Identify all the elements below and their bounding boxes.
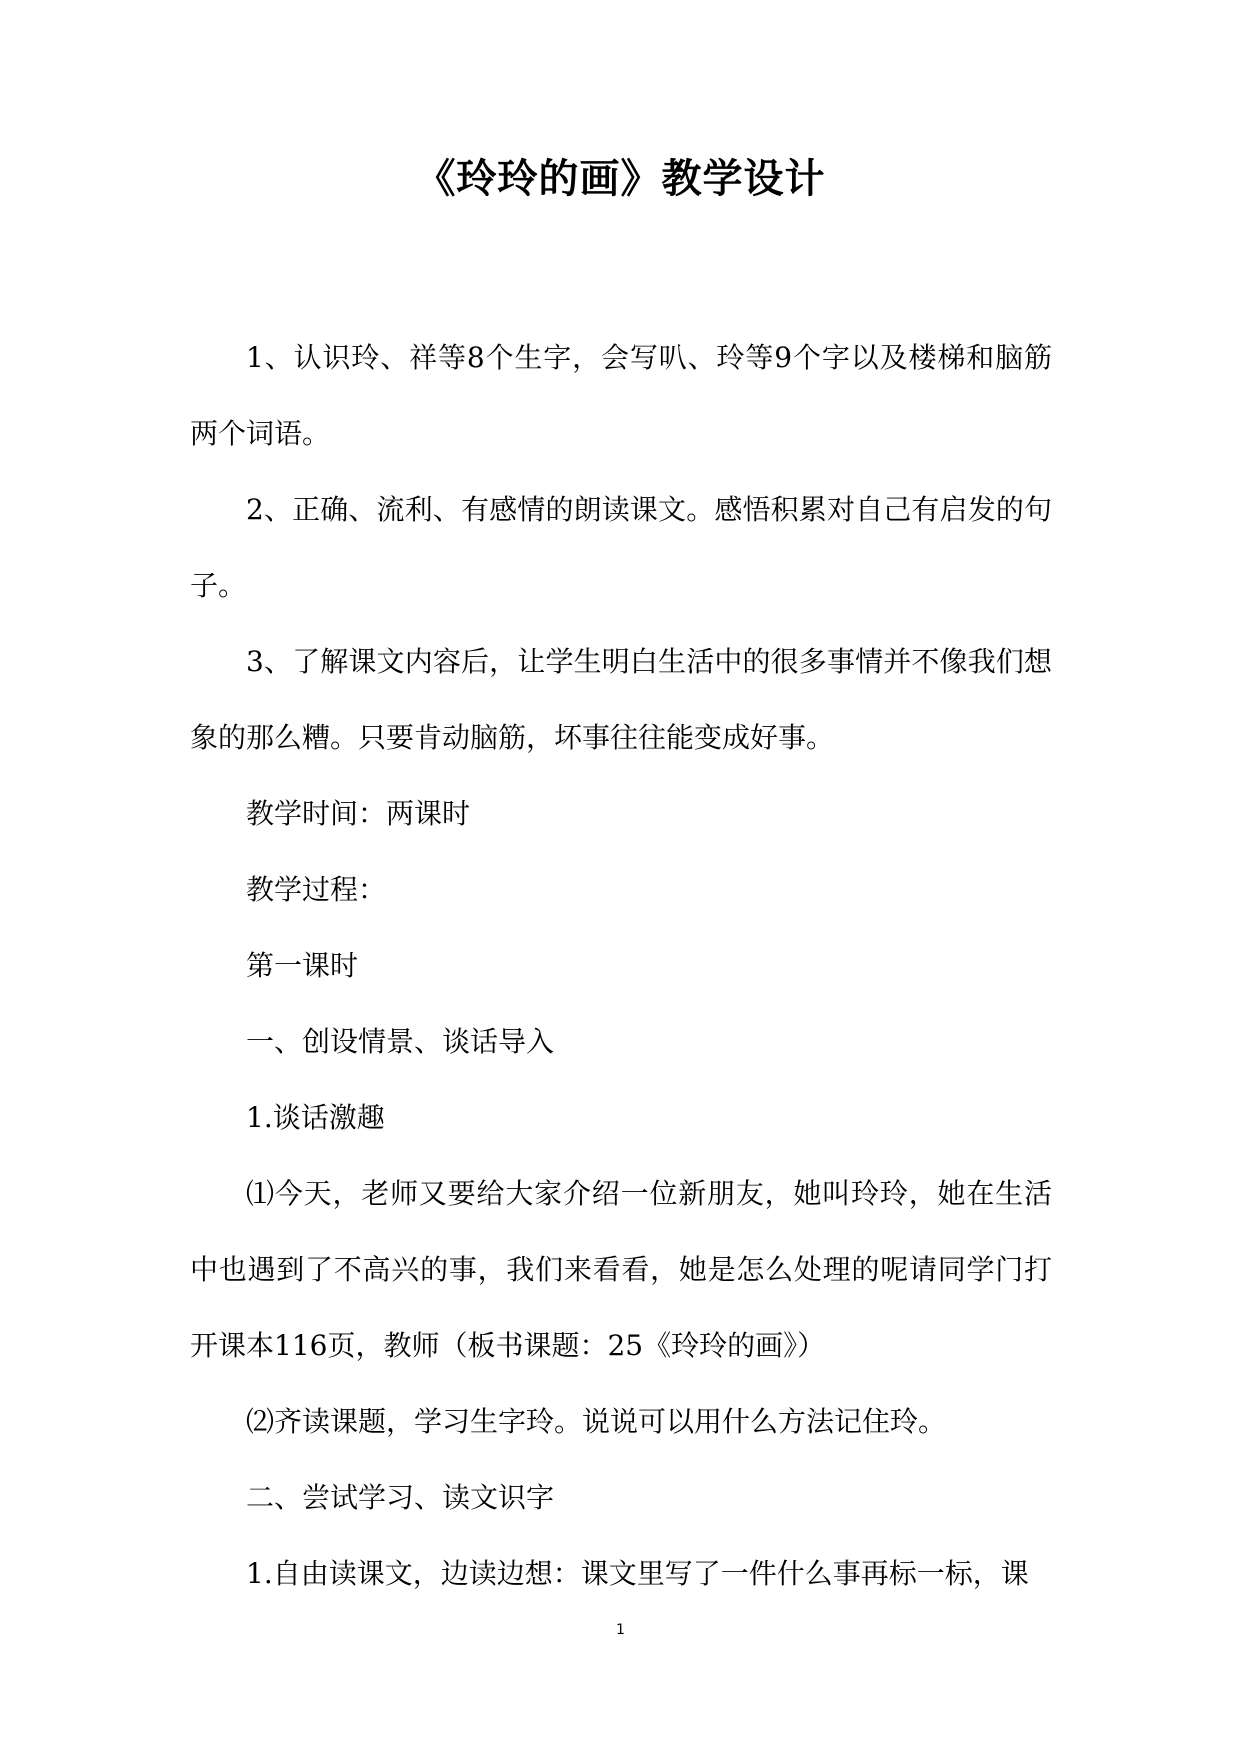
page-number: 1	[616, 1622, 625, 1638]
paragraph-teaching-process: 教学过程：	[246, 873, 387, 906]
paragraph-free-reading: 1.自由读课文，边读边想：课文里写了一件什么事再标一标，课	[246, 1557, 1029, 1590]
section-heading-2: 二、尝试学习、读文识字	[246, 1481, 555, 1514]
subsection-heading-1: 1.谈话激趣	[246, 1101, 385, 1134]
section-heading-1: 一、创设情景、谈话导入	[246, 1025, 555, 1058]
paragraph-objective-3: 3、了解课文内容后，让学生明白生活中的很多事情并不像我们想象的那么糟。只要肯动脑筋，坏事往往能变成好事。	[190, 645, 1052, 754]
paragraph-objective-2: 2、正确、流利、有感情的朗读课文。感悟积累对自己有启发的句子。	[190, 493, 1052, 602]
document-title: 《玲玲的画》教学设计	[415, 155, 826, 202]
paragraph-intro: ⑴今天，老师又要给大家介绍一位新朋友，她叫玲玲，她在生活中也遇到了不高兴的事，我们来看看，她是怎么处理的呢请同学门打开课本116页，教师（板书课题：25《玲玲的画》）	[190, 1177, 1052, 1362]
paragraph-first-lesson: 第一课时	[246, 949, 359, 982]
paragraph-read-title: ⑵齐读课题，学习生字玲。说说可以用什么方法记住玲。	[246, 1405, 947, 1438]
paragraph-teaching-time: 教学时间：两课时	[246, 797, 471, 830]
paragraph-objective-1: 1、认识玲、祥等8个生字，会写叭、玲等9个字以及楼梯和脑筋两个词语。	[190, 341, 1052, 450]
document-body	[190, 320, 1052, 1612]
